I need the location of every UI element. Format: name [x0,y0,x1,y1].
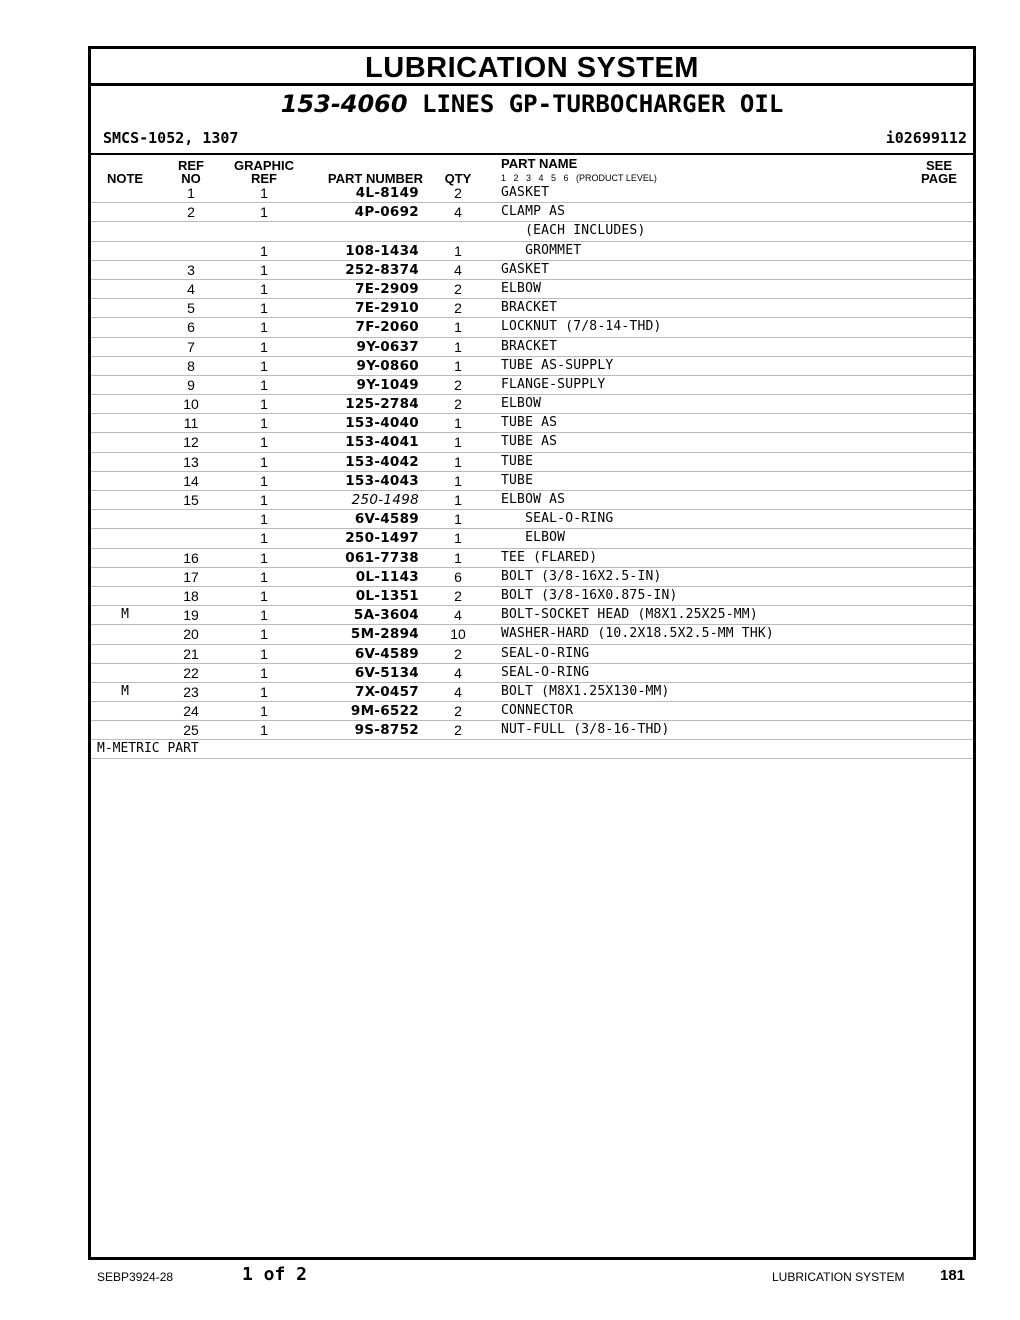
row-part-number: 250-1497 [345,530,419,547]
row-part-number: 0L-1351 [355,587,419,604]
section-title: LUBRICATION SYSTEM [91,49,973,86]
row-part-name: BOLT (3/8-16X0.875-IN) [501,587,678,603]
row-qty: 2 [454,587,462,604]
row-part-name: BRACKET [501,300,558,316]
row-qty: 1 [454,472,462,489]
table-row [91,606,973,625]
row-part-number: 9Y-0860 [356,357,419,374]
row-part-name: GROMMET [501,242,582,258]
row-graphic-ref: 1 [260,338,268,355]
col-part-name-header: PART NAME [501,156,578,171]
row-part-number: 6V-4589 [354,645,419,662]
table-row [91,645,973,664]
table-row [91,414,973,433]
row-qty: 1 [454,338,462,355]
product-level-header: 1 2 3 4 5 6 (PRODUCT LEVEL) [501,173,657,183]
row-part-name: TUBE [501,453,534,469]
row-ref-no: 18 [183,587,199,604]
row-part-name: CONNECTOR [501,703,574,719]
row-qty: 2 [454,645,462,662]
row-part-number: 153-4043 [345,472,419,489]
row-graphic-ref: 1 [260,472,268,489]
row-qty: 1 [454,242,462,259]
table-row [91,203,973,222]
row-graphic-ref: 1 [260,357,268,374]
row-part-name: ELBOW [501,280,542,296]
row-part-name: TUBE [501,472,534,488]
table-row [91,318,973,337]
row-part-number: 7F-2060 [355,319,419,336]
row-qty: 1 [454,319,462,336]
row-ref-no: 7 [187,338,195,355]
table-row [91,683,973,702]
row-ref-no: 6 [187,319,195,336]
row-graphic-ref: 1 [260,492,268,508]
row-graphic-ref: 1 [260,280,268,297]
row-qty: 1 [454,453,462,470]
row-part-name: (EACH INCLUDES) [501,223,646,239]
row-qty: 2 [454,280,462,297]
row-part-name: GASKET [501,185,550,200]
row-part-number: 9M-6522 [350,703,419,720]
table-row [91,491,973,510]
row-part-name: GASKET [501,261,550,277]
footer-page-number: 181 [940,1267,966,1284]
row-part-number: 7E-2910 [355,300,419,317]
row-part-name: SEAL-O-RING [501,511,614,527]
row-ref-no: 3 [187,261,195,278]
table-row [91,472,973,491]
row-graphic-ref: 1 [260,319,268,336]
row-part-number: 9Y-0637 [356,338,419,355]
row-ref-no: 16 [183,549,199,566]
row-ref-no: 23 [183,683,199,700]
row-part-name: SEAL-O-RING [501,664,590,680]
row-ref-no: 14 [183,472,199,489]
col-note-header: NOTE [106,171,144,186]
row-part-number: 061-7738 [345,549,419,566]
row-part-name: BOLT (3/8-16X2.5-IN) [501,568,662,584]
row-part-name: BRACKET [501,338,558,354]
table-row [91,338,973,357]
row-part-name: LOCKNUT (7/8-14-THD) [501,319,662,335]
row-part-number: 9Y-1049 [356,376,419,393]
row-qty: 1 [454,357,462,374]
row-part-name: ELBOW [501,530,566,546]
row-qty: 1 [454,549,462,566]
table-row [91,625,973,644]
row-graphic-ref: 1 [260,587,268,604]
row-qty: 4 [454,664,462,681]
group-name: LINES GP-TURBOCHARGER OIL [422,90,784,118]
row-qty: 2 [454,185,462,201]
row-part-number: 153-4040 [345,415,419,432]
row-part-number: 153-4042 [345,453,419,470]
row-ref-no: 12 [183,434,199,451]
row-part-number: 7X-0457 [355,683,419,700]
row-part-number: 250-1498 [351,492,419,508]
row-graphic-ref: 1 [260,204,268,221]
row-part-name: NUT-FULL (3/8-16-THD) [501,722,670,738]
table-row [91,280,973,299]
illustration-id: i02699112 [885,129,967,147]
row-graphic-ref: 1 [260,376,268,393]
row-ref-no: 4 [187,280,195,297]
row-note: M [121,683,129,699]
row-graphic-ref: 1 [260,664,268,681]
table-row [91,702,973,721]
row-graphic-ref: 1 [260,683,268,700]
table-row [91,299,973,318]
row-qty: 2 [454,300,462,317]
table-row [91,453,973,472]
row-qty: 1 [454,434,462,451]
row-part-number: 153-4041 [345,434,419,451]
row-qty: 4 [454,261,462,278]
footer-doc-number: SEBP3924-28 [97,1270,174,1284]
row-part-number: 6V-5134 [354,664,419,681]
row-qty: 4 [454,607,462,624]
row-ref-no: 9 [187,376,195,393]
row-part-number: 4P-0692 [354,204,419,221]
table-row [91,376,973,395]
table-row [91,721,973,740]
footer-page-of: 1 of 2 [242,1264,308,1285]
row-qty: 1 [454,415,462,432]
table-row [91,549,973,568]
row-part-number: 252-8374 [345,261,419,278]
row-ref-no: 20 [183,626,199,643]
col-ref-header: REF NO [178,158,204,186]
row-part-number: 5A-3604 [353,607,419,624]
table-row [91,222,973,241]
row-part-name: SEAL-O-RING [501,645,590,661]
row-part-number: 6V-4589 [354,511,419,528]
row-ref-no: 5 [187,300,195,317]
row-qty: 2 [454,376,462,393]
row-ref-no: 24 [183,703,199,720]
row-part-number: 5M-2894 [350,626,419,643]
row-graphic-ref: 1 [260,396,268,413]
header-divider [91,153,973,155]
row-part-name: FLANGE-SUPPLY [501,376,606,392]
col-part-number-header: PART NUMBER [327,171,423,186]
row-part-number: 108-1434 [345,242,419,259]
col-qty-header: QTY [444,171,472,186]
row-qty: 2 [454,396,462,413]
footnote: M-METRIC PART [91,740,973,759]
row-graphic-ref: 1 [260,511,268,528]
row-graphic-ref: 1 [260,703,268,720]
row-ref-no: 10 [183,396,199,413]
row-graphic-ref: 1 [260,626,268,643]
row-ref-no: 19 [183,607,199,624]
row-part-number: 4L-8149 [355,185,419,201]
row-part-number: 125-2784 [345,396,419,413]
row-qty: 2 [454,722,462,739]
col-see-page-header: SEE PAGE [921,158,957,186]
row-graphic-ref: 1 [260,453,268,470]
page-frame [88,46,976,1260]
row-qty: 1 [454,530,462,547]
table-row [91,184,973,203]
row-part-name: TEE (FLARED) [501,549,598,565]
row-graphic-ref: 1 [260,568,268,585]
table-row [91,357,973,376]
table-row [91,529,973,548]
table-row [91,510,973,529]
row-ref-no: 15 [183,492,199,508]
row-qty: 4 [454,683,462,700]
row-ref-no: 22 [183,664,199,681]
row-part-name: CLAMP AS [501,204,566,220]
table-row [91,587,973,606]
row-ref-no: 2 [187,204,195,221]
row-graphic-ref: 1 [260,530,268,547]
col-graphic-header: GRAPHIC REF [234,158,294,186]
row-graphic-ref: 1 [260,415,268,432]
row-ref-no: 11 [183,415,199,432]
row-graphic-ref: 1 [260,261,268,278]
table-row [91,664,973,683]
row-qty: 2 [454,703,462,720]
row-note: M [121,607,129,623]
group-part-number: 153-4060 [280,90,408,118]
row-ref-no: 1 [187,185,195,201]
table-row [91,433,973,452]
row-ref-no: 13 [183,453,199,470]
row-graphic-ref: 1 [260,242,268,259]
row-graphic-ref: 1 [260,185,268,201]
row-qty: 4 [454,204,462,221]
table-row [91,395,973,414]
row-part-number: 7E-2909 [355,280,419,297]
smcs-code: SMCS-1052, 1307 [103,129,239,147]
row-part-name: TUBE AS [501,415,558,431]
row-graphic-ref: 1 [260,645,268,662]
row-qty: 6 [454,568,462,585]
row-part-name: WASHER-HARD (10.2X18.5X2.5-MM THK) [501,626,774,642]
row-part-name: BOLT (M8X1.25X130-MM) [501,683,670,699]
row-graphic-ref: 1 [260,607,268,624]
row-ref-no: 25 [183,722,199,739]
row-ref-no: 21 [183,645,199,662]
table-row [91,568,973,587]
footer-section: LUBRICATION SYSTEM [772,1270,905,1284]
table-row [91,242,973,261]
table-row [91,261,973,280]
row-part-name: ELBOW AS [501,492,566,507]
row-qty: 10 [450,626,466,643]
row-qty: 1 [454,511,462,528]
parts-table [91,184,973,759]
row-part-number: 9S-8752 [354,722,419,739]
row-graphic-ref: 1 [260,300,268,317]
row-part-name: BOLT-SOCKET HEAD (M8X1.25X25-MM) [501,607,758,623]
row-part-name: ELBOW [501,396,542,412]
row-graphic-ref: 1 [260,434,268,451]
row-part-name: TUBE AS-SUPPLY [501,357,614,373]
row-graphic-ref: 1 [260,722,268,739]
row-part-name: TUBE AS [501,434,558,450]
group-title [91,89,973,119]
row-part-number: 0L-1143 [355,568,419,585]
row-ref-no: 8 [187,357,195,374]
row-qty: 1 [454,492,462,508]
row-ref-no: 17 [183,568,199,585]
row-graphic-ref: 1 [260,549,268,566]
